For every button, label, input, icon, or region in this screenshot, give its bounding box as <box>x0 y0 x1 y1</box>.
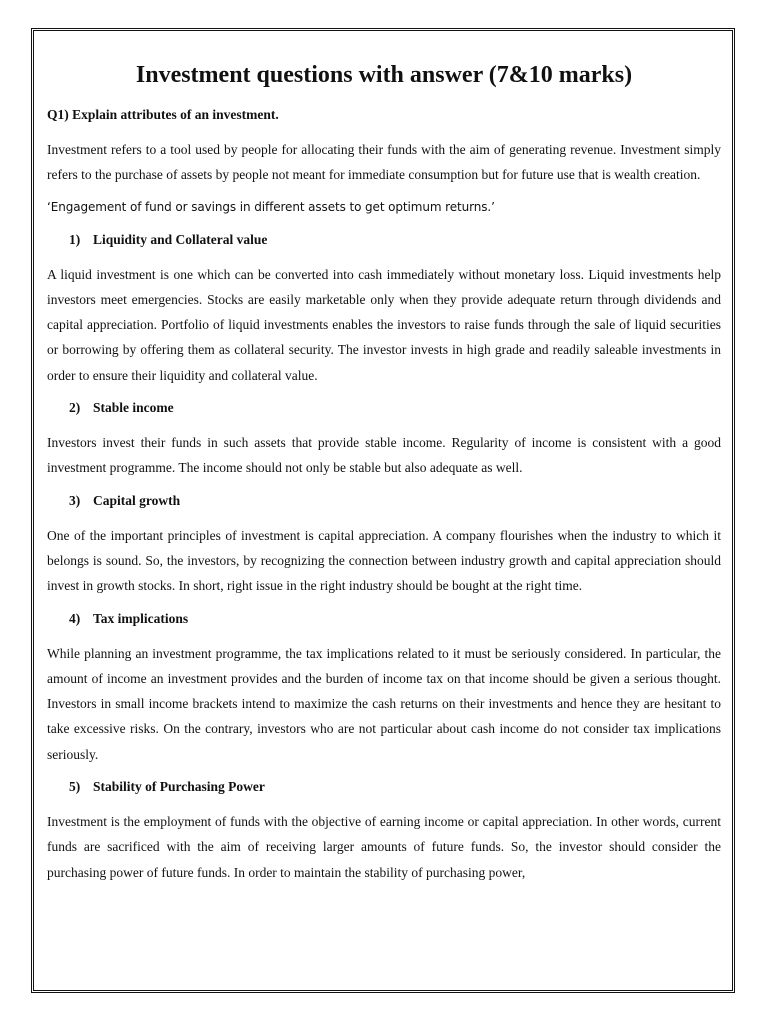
section-body-liquidity: A liquid investment is one which can be converted into cash immediately without monetary loss. Liquid investments help investors meet emergencies. Stocks are easily marketable only when they provide adequate return through dividends and capital appreciation. Portfolio of liquid investments enables the investors to raise funds through the sale of liquid securities or borrowing by offering them as collateral security. The investor invests in high grade and readily saleable investments in order to ensure their liquidity and collateral value. <box>47 266 721 383</box>
section-body-capital-growth: One of the important principles of investment is capital appreciation. A company flourishes when the industry to which it belongs is sound. So, the investors, by recognizing the connection between industry growth and capital appreciation should invest in growth stocks. In short, right issue in the right industry should be bought at the right time. <box>47 527 721 594</box>
section-title: Capital growth <box>93 492 181 508</box>
section-title: Tax implications <box>93 610 189 626</box>
section-title: Stable income <box>93 400 174 416</box>
section-number: 3) <box>69 492 81 508</box>
section-title: Stability of Purchasing Power <box>93 779 265 795</box>
document-body <box>47 60 721 894</box>
section-heading-purchasing-power <box>47 776 721 798</box>
section-body-purchasing-power: Investment is the employment of funds with the objective of earning income or capital appreciation. In other words, current funds are sacrificed with the aim of receiving larger amounts of future funds. So, the investor should consider the purchasing power of future funds. In order to maintain the stability of purchasing power, <box>47 814 721 880</box>
section-heading-tax-implications <box>47 608 721 630</box>
section-heading-stable-income <box>47 397 721 419</box>
section-heading-liquidity <box>47 229 721 251</box>
section-number: 2) <box>69 400 81 416</box>
document-title: Investment questions with answer (7&10 marks) <box>135 62 633 88</box>
intro-paragraph: Investment refers to a tool used by people for allocating their funds with the aim of generating revenue. Investment simply refers to the purchase of assets by people not meant for immediate consumption but for future use that is wealth creation. <box>47 142 721 183</box>
question-heading: Q1) Explain attributes of an investment. <box>47 107 279 122</box>
section-title: Liquidity and Collateral value <box>93 231 268 247</box>
section-number: 4) <box>69 610 81 626</box>
section-heading-capital-growth <box>47 490 721 512</box>
section-number: 1) <box>69 231 81 247</box>
section-number: 5) <box>69 779 81 795</box>
section-body-tax-implications: While planning an investment programme, the tax implications related to it must be seriously considered. In particular, the amount of income an investment provides and the burden of income tax on that income should be given a serious thought. Investors in small income brackets intend to maximize the cash returns on their investments and hence they are hesitant to take excessive risks. On the contrary, investors who are not particular about cash income do not consider tax implications seriously. <box>47 645 721 762</box>
section-body-stable-income: Investors invest their funds in such assets that provide stable income. Regularity of income is consistent with a good investment programme. The income should not only be stable but also adequate as well. <box>47 435 721 476</box>
definition-quote: ‘Engagement of fund or savings in different assets to get optimum returns.’ <box>47 199 495 214</box>
